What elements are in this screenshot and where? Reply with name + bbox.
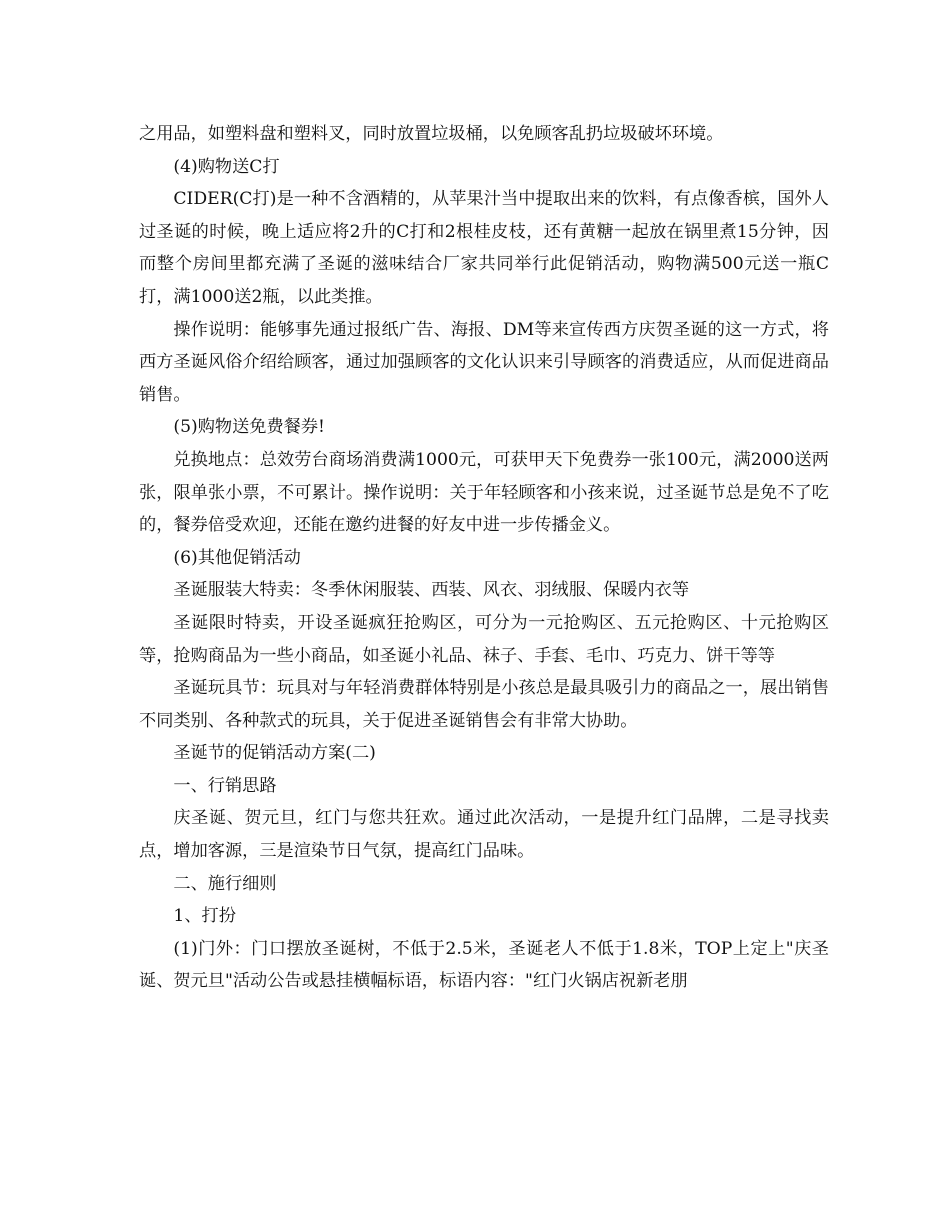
document-body [139,118,829,998]
section-heading: (5)购物送免费餐券! [173,417,325,438]
paragraph: 兑换地点：总效劳台商场消费满1000元，可获甲天下免费券一张100元，满2000送两张，限单张小票，不可累计。操作说明：关于年轻顾客和小孩来说，过圣诞节总是免不了吃的，餐券倍受欢迎，还能在邀约进餐的好友中进一步传播金义。 [139,449,829,536]
paragraph: 庆圣诞、贺元旦，红门与您共狂欢。通过此次活动，一是提升红门品牌，二是寻找卖点，增加客源，三是渲染节日气氛，提高红门品味。 [139,808,829,862]
paragraph: CIDER(C打)是一种不含酒精的，从苹果汁当中提取出来的饮料，有点像香槟，国外人过圣诞的时候，晚上适应将2升的C打和2根桂皮枝，还有黄糖一起放在锅里煮15分钟，因而整个房间里都充满了圣诞的滋味结合厂家共同举行此促销活动，购物满500元送一瓶C打，满1000送2瓶，以此类推。 [139,189,829,307]
paragraph: 圣诞服装大特卖：冬季休闲服装、西装、风衣、羽绒服、保暖内衣等 [173,580,690,601]
section-heading: 一、行销思路 [173,775,277,796]
section-heading: (6)其他促销活动 [173,547,301,568]
section-heading: (4)购物送C打 [173,156,280,177]
paragraph: 圣诞限时特卖，开设圣诞疯狂抢购区，可分为一元抢购区、五元抢购区、十元抢购区等，抢购商品为一些小商品，如圣诞小礼品、袜子、手套、毛巾、巧克力、饼干等等 [139,612,829,666]
paragraph: 之用品，如塑料盘和塑料叉，同时放置垃圾桶，以免顾客乱扔垃圾破坏环境。 [139,124,724,144]
section-heading: 二、施行细则 [173,873,277,894]
paragraph: 操作说明：能够事先通过报纸广告、海报、DM等来宣传西方庆贺圣诞的这一方式，将西方圣诞风俗介绍给顾客，通过加强顾客的文化认识来引导顾客的消费适应，从而促进商品销售。 [139,319,829,405]
paragraph: (1)门外：门口摆放圣诞树，不低于2.5米，圣诞老人不低于1.8米，TOP上定上"庆圣诞、贺元旦"活动公告或悬挂横幅标语，标语内容："红门火锅店祝新老朋 [139,938,829,992]
section-heading: 圣诞节的促销活动方案(二) [173,743,376,764]
paragraph: 圣诞玩具节：玩具对与年轻消费群体特别是小孩总是最具吸引力的商品之一，展出销售不同类别、各种款式的玩具，关于促进圣诞销售会有非常大协助。 [139,678,829,731]
section-heading: 1、打扮 [173,906,236,927]
